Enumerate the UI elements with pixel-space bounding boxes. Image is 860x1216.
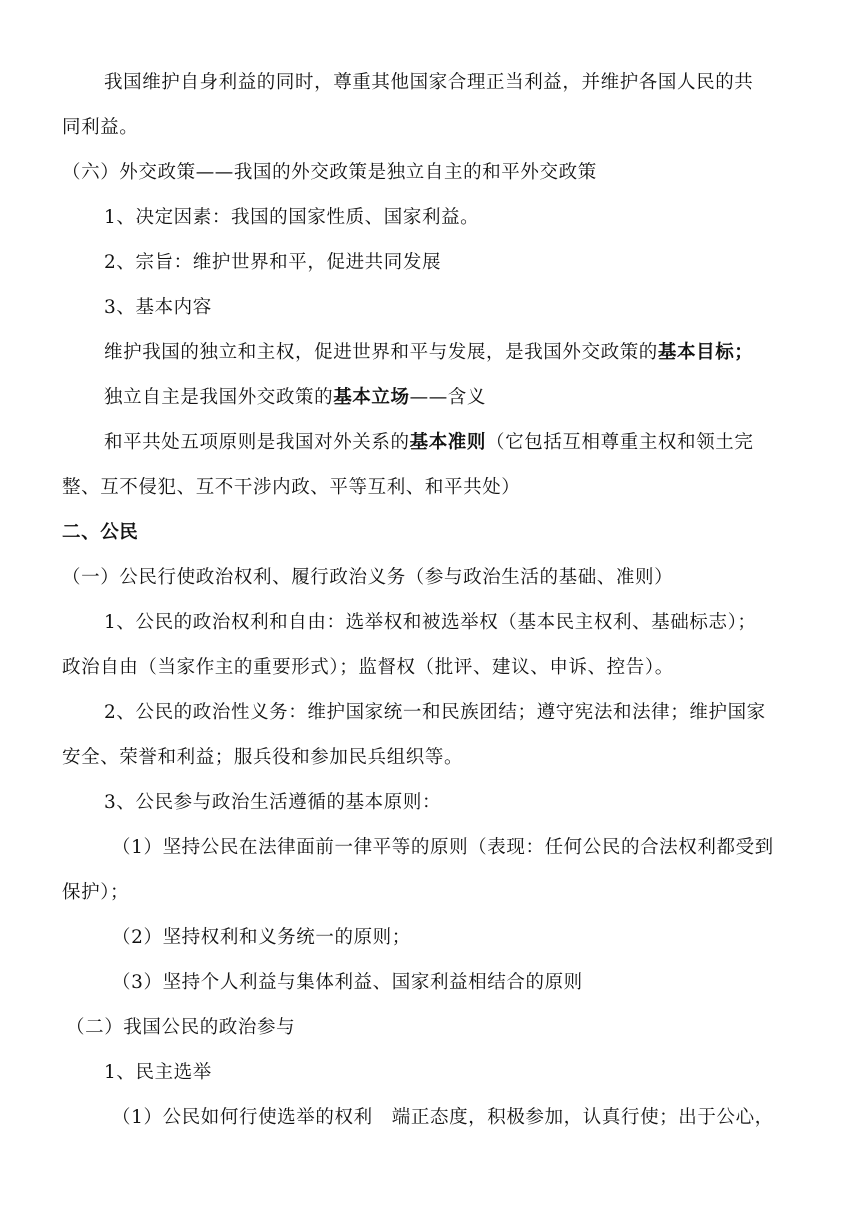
list-item: 3、基本内容	[104, 297, 212, 318]
paragraph-line: 整、互不侵犯、互不干涉内政、平等互利、和平共处）	[62, 477, 521, 498]
list-item: （2）坚持权利和义务统一的原则；	[112, 927, 411, 948]
list-item: 3、公民参与政治生活遵循的基本原则：	[104, 792, 442, 813]
paragraph-line: 我国维护自身利益的同时，尊重其他国家合理正当利益，并维护各国人民的共	[104, 72, 754, 93]
paragraph-line: 政治自由（当家作主的重要形式）；监督权（批评、建议、申诉、控告）。	[62, 657, 674, 678]
section-heading: 二、公民	[62, 522, 139, 543]
paragraph-line: 安全、荣誉和利益；服兵役和参加民兵组织等。	[62, 747, 464, 768]
list-item: （1）公民如何行使选举的权利 端正态度，积极参加，认真行使；出于公心，	[112, 1107, 774, 1128]
line-text: 维护我国的独立和主权，促进世界和平与发展，是我国外交政策的	[104, 342, 658, 363]
list-item: 1、决定因素：我国的国家性质、国家利益。	[104, 207, 480, 228]
paragraph-line: 同利益。	[62, 117, 139, 138]
list-item: 2、宗旨：维护世界和平，促进共同发展	[104, 252, 442, 273]
line-text: 和平共处五项原则是我国对外关系的	[104, 432, 410, 453]
paragraph-line	[0, 381, 860, 415]
subsection-heading: （二）我国公民的政治参与	[66, 1017, 296, 1038]
section-heading: （六）外交政策——我国的外交政策是独立自主的和平外交政策	[62, 162, 597, 183]
list-item: 1、公民的政治权利和自由：选举权和被选举权（基本民主权利、基础标志）；	[104, 612, 757, 633]
list-item: 2、公民的政治性义务：维护国家统一和民族团结；遵守宪法和法律；维护国家	[104, 702, 766, 723]
paragraph-line	[0, 426, 860, 460]
paragraph-line: 保护）；	[62, 882, 130, 903]
line-text: 独立自主是我国外交政策的	[104, 387, 334, 408]
list-item: （3）坚持个人利益与集体利益、国家利益相结合的原则	[112, 972, 583, 993]
emphasis-text: 基本立场	[333, 387, 410, 408]
paragraph-line	[0, 336, 860, 370]
emphasis-text: 基本准则	[409, 432, 487, 453]
list-item: （1）坚持公民在法律面前一律平等的原则（表现：任何公民的合法权利都受到	[112, 837, 774, 858]
line-text: ——含义	[409, 387, 487, 408]
subsection-heading: （一）公民行使政治权利、履行政治义务（参与政治生活的基础、准则）	[62, 567, 674, 588]
emphasis-text: 基本目标；	[657, 342, 754, 363]
list-item: 1、民主选举	[104, 1062, 212, 1083]
line-text: （它包括互相尊重主权和领土完	[486, 432, 754, 453]
